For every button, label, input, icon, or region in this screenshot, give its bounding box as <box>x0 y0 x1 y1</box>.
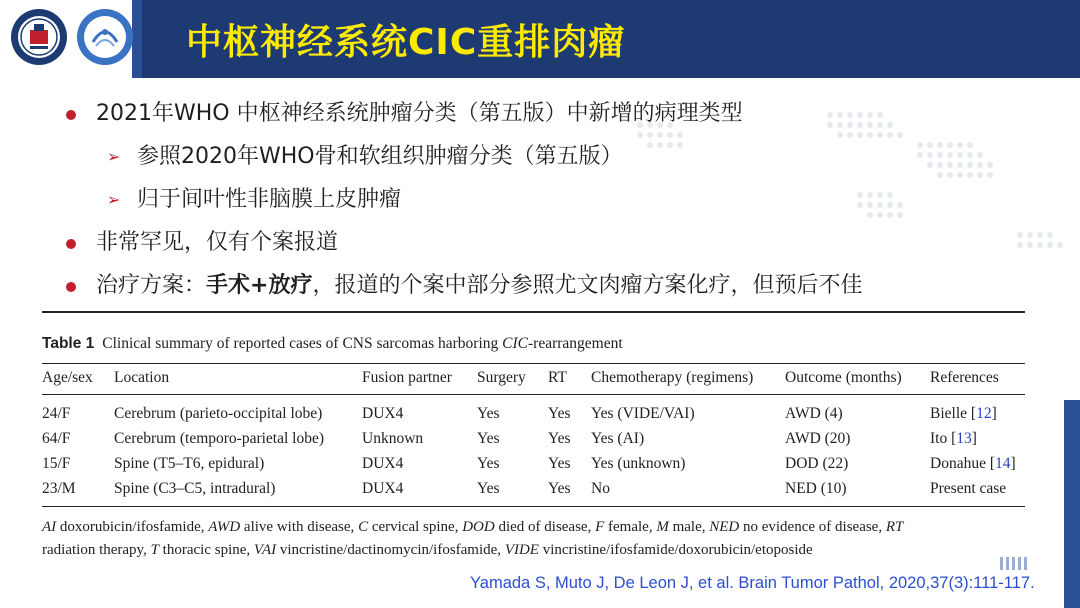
cell-rt: Yes <box>548 480 571 497</box>
bullet-dot-icon <box>66 282 76 292</box>
footnote-line-1 <box>42 516 1032 539</box>
cell-rt: Yes <box>548 455 571 472</box>
abbr: VAI <box>253 542 277 558</box>
citation: Yamada S, Muto J, De Leon J, et al. Brain Tumor Pathol, 2020,37(3):111-117. <box>470 574 1035 592</box>
cell-chemo: Yes (AI) <box>591 430 645 447</box>
cell-outcome: DOD (22) <box>785 455 849 472</box>
abbr: DOD <box>462 519 495 535</box>
table-bottom-rule <box>42 506 1025 507</box>
abbr: NED <box>709 519 740 535</box>
sub-bullet-item <box>60 184 1020 227</box>
abbr: M <box>656 519 669 535</box>
sub-bullet-text: 归于间叶性非脑膜上皮肿瘤 <box>137 187 402 212</box>
cell-chemo: Yes (VIDE/VAI) <box>591 405 695 422</box>
decorative-marks <box>1000 555 1030 574</box>
bullet-text-suffix: ，报道的个案中部分参照尤文肉瘤方案化疗，但预后不佳 <box>312 273 863 298</box>
ref-bracket: ] <box>991 405 997 422</box>
bullet-item <box>60 270 1020 313</box>
bullet-text: 2021年WHO 中枢神经系统肿瘤分类（第五版）中新增的病理类型 <box>96 101 743 126</box>
cell-location: Spine (C3–C5, intradural) <box>114 480 276 497</box>
cell-fusion: Unknown <box>362 430 424 447</box>
arrow-bullet-icon: ➢ <box>107 190 121 209</box>
abbr-def: died of disease, <box>494 519 596 535</box>
hospital-seal-logo <box>76 8 134 66</box>
cell-chemo: No <box>591 480 610 497</box>
cell-surgery: Yes <box>477 480 500 497</box>
abbr-def: alive with disease, <box>240 519 359 535</box>
cell-surgery: Yes <box>477 430 500 447</box>
abbr: RT <box>885 519 904 535</box>
caption-gene: CIC <box>502 335 528 352</box>
cell-surgery: Yes <box>477 405 500 422</box>
ref-bracket: ] <box>971 430 977 447</box>
university-seal-logo <box>10 8 68 66</box>
cell-reference <box>930 426 977 451</box>
caption-text: Clinical summary of reported cases of CNS sarcomas harboring <box>102 335 503 352</box>
right-accent-bar <box>1064 400 1080 608</box>
abbr-def: cervical spine, <box>368 519 463 535</box>
abbr-def: vincristine/dactinomycin/ifosfamide, <box>276 542 505 558</box>
cell-chemo: Yes (unknown) <box>591 455 686 472</box>
ref-author: Bielle [ <box>930 405 977 422</box>
footnote-line-2 <box>42 539 1032 562</box>
abbr-def: no evidence of disease, <box>739 519 886 535</box>
abbr-def: male, <box>668 519 710 535</box>
table-row <box>42 426 1032 451</box>
abbr: VIDE <box>504 542 539 558</box>
header-chemotherapy: Chemotherapy (regimens) <box>591 369 754 386</box>
abbr: AWD <box>208 519 241 535</box>
cell-age-sex: 24/F <box>42 405 71 422</box>
cell-age-sex: 64/F <box>42 430 71 447</box>
table-header-row <box>42 363 1032 401</box>
table-row <box>42 401 1032 426</box>
cell-reference <box>930 401 997 426</box>
decor-mark <box>1000 557 1003 570</box>
header-rt: RT <box>548 369 567 386</box>
cell-location: Spine (T5–T6, epidural) <box>114 455 265 472</box>
ref-author: Donahue [ <box>930 455 995 472</box>
ref-author: Present case <box>930 480 1007 497</box>
bullet-dot-icon <box>66 110 76 120</box>
cell-fusion: DUX4 <box>362 480 404 497</box>
table-footnote <box>42 516 1032 562</box>
header-bar <box>0 0 1080 78</box>
header-references: References <box>930 369 999 386</box>
abbr-def: vincristine/ifosfamide/doxorubicin/etoposide <box>538 542 813 558</box>
cell-surgery: Yes <box>477 455 500 472</box>
table-row <box>42 451 1032 476</box>
logo-area <box>0 0 142 78</box>
bullet-text-prefix: 治疗方案： <box>96 273 207 298</box>
cell-outcome: AWD (4) <box>785 405 843 422</box>
abbr: F <box>595 519 605 535</box>
abbr: T <box>150 542 159 558</box>
ref-link[interactable]: 12 <box>976 405 992 422</box>
decor-mark <box>1018 557 1021 570</box>
table-label: Table 1 <box>42 335 95 352</box>
decor-mark <box>1024 557 1027 570</box>
header-outcome: Outcome (months) <box>785 369 902 386</box>
abbr-def: radiation therapy, <box>42 542 151 558</box>
cell-reference <box>930 476 1006 501</box>
cell-rt: Yes <box>548 430 571 447</box>
abbr: AI <box>42 519 57 535</box>
bullet-item <box>60 98 1020 141</box>
bullet-text: 非常罕见，仅有个案报道 <box>96 230 339 255</box>
arrow-bullet-icon: ➢ <box>107 147 121 166</box>
cell-age-sex: 15/F <box>42 455 71 472</box>
cell-rt: Yes <box>548 405 571 422</box>
abbr: C <box>358 519 369 535</box>
table-caption <box>42 335 623 353</box>
cell-fusion: DUX4 <box>362 455 404 472</box>
abbr-def: female, <box>604 519 657 535</box>
table-top-rule <box>42 311 1025 313</box>
ref-bracket: ] <box>1010 455 1016 472</box>
cell-age-sex: 23/M <box>42 480 76 497</box>
sub-bullet-text: 参照2020年WHO骨和软组织肿瘤分类（第五版） <box>137 144 623 169</box>
table-row <box>42 476 1032 501</box>
cell-outcome: NED (10) <box>785 480 847 497</box>
cell-reference <box>930 451 1016 476</box>
sub-bullet-item <box>60 141 1020 184</box>
cell-location: Cerebrum (parieto-occipital lobe) <box>114 405 323 422</box>
ref-link[interactable]: 13 <box>956 430 972 447</box>
header-age-sex: Age/sex <box>42 369 93 386</box>
decor-mark <box>1006 557 1009 570</box>
cell-fusion: DUX4 <box>362 405 404 422</box>
bullet-item <box>60 227 1020 270</box>
caption-suffix: -rearrangement <box>528 335 623 352</box>
ref-author: Ito [ <box>930 430 957 447</box>
bullet-list <box>60 98 1020 313</box>
cell-location: Cerebrum (temporo-parietal lobe) <box>114 430 325 447</box>
abbr-def: doxorubicin/ifosfamide, <box>56 519 209 535</box>
header-fusion-partner: Fusion partner <box>362 369 452 386</box>
cell-outcome: AWD (20) <box>785 430 851 447</box>
header-location: Location <box>114 369 170 386</box>
bullet-dot-icon <box>66 239 76 249</box>
abbr-def: thoracic spine, <box>158 542 254 558</box>
slide-title: 中枢神经系统CIC重排肉瘤 <box>186 22 626 63</box>
decor-mark <box>1012 557 1015 570</box>
ref-link[interactable]: 14 <box>995 455 1011 472</box>
clinical-summary-table <box>42 363 1032 501</box>
header-surgery: Surgery <box>477 369 526 386</box>
bullet-text-bold: 手术+放疗 <box>206 273 313 298</box>
